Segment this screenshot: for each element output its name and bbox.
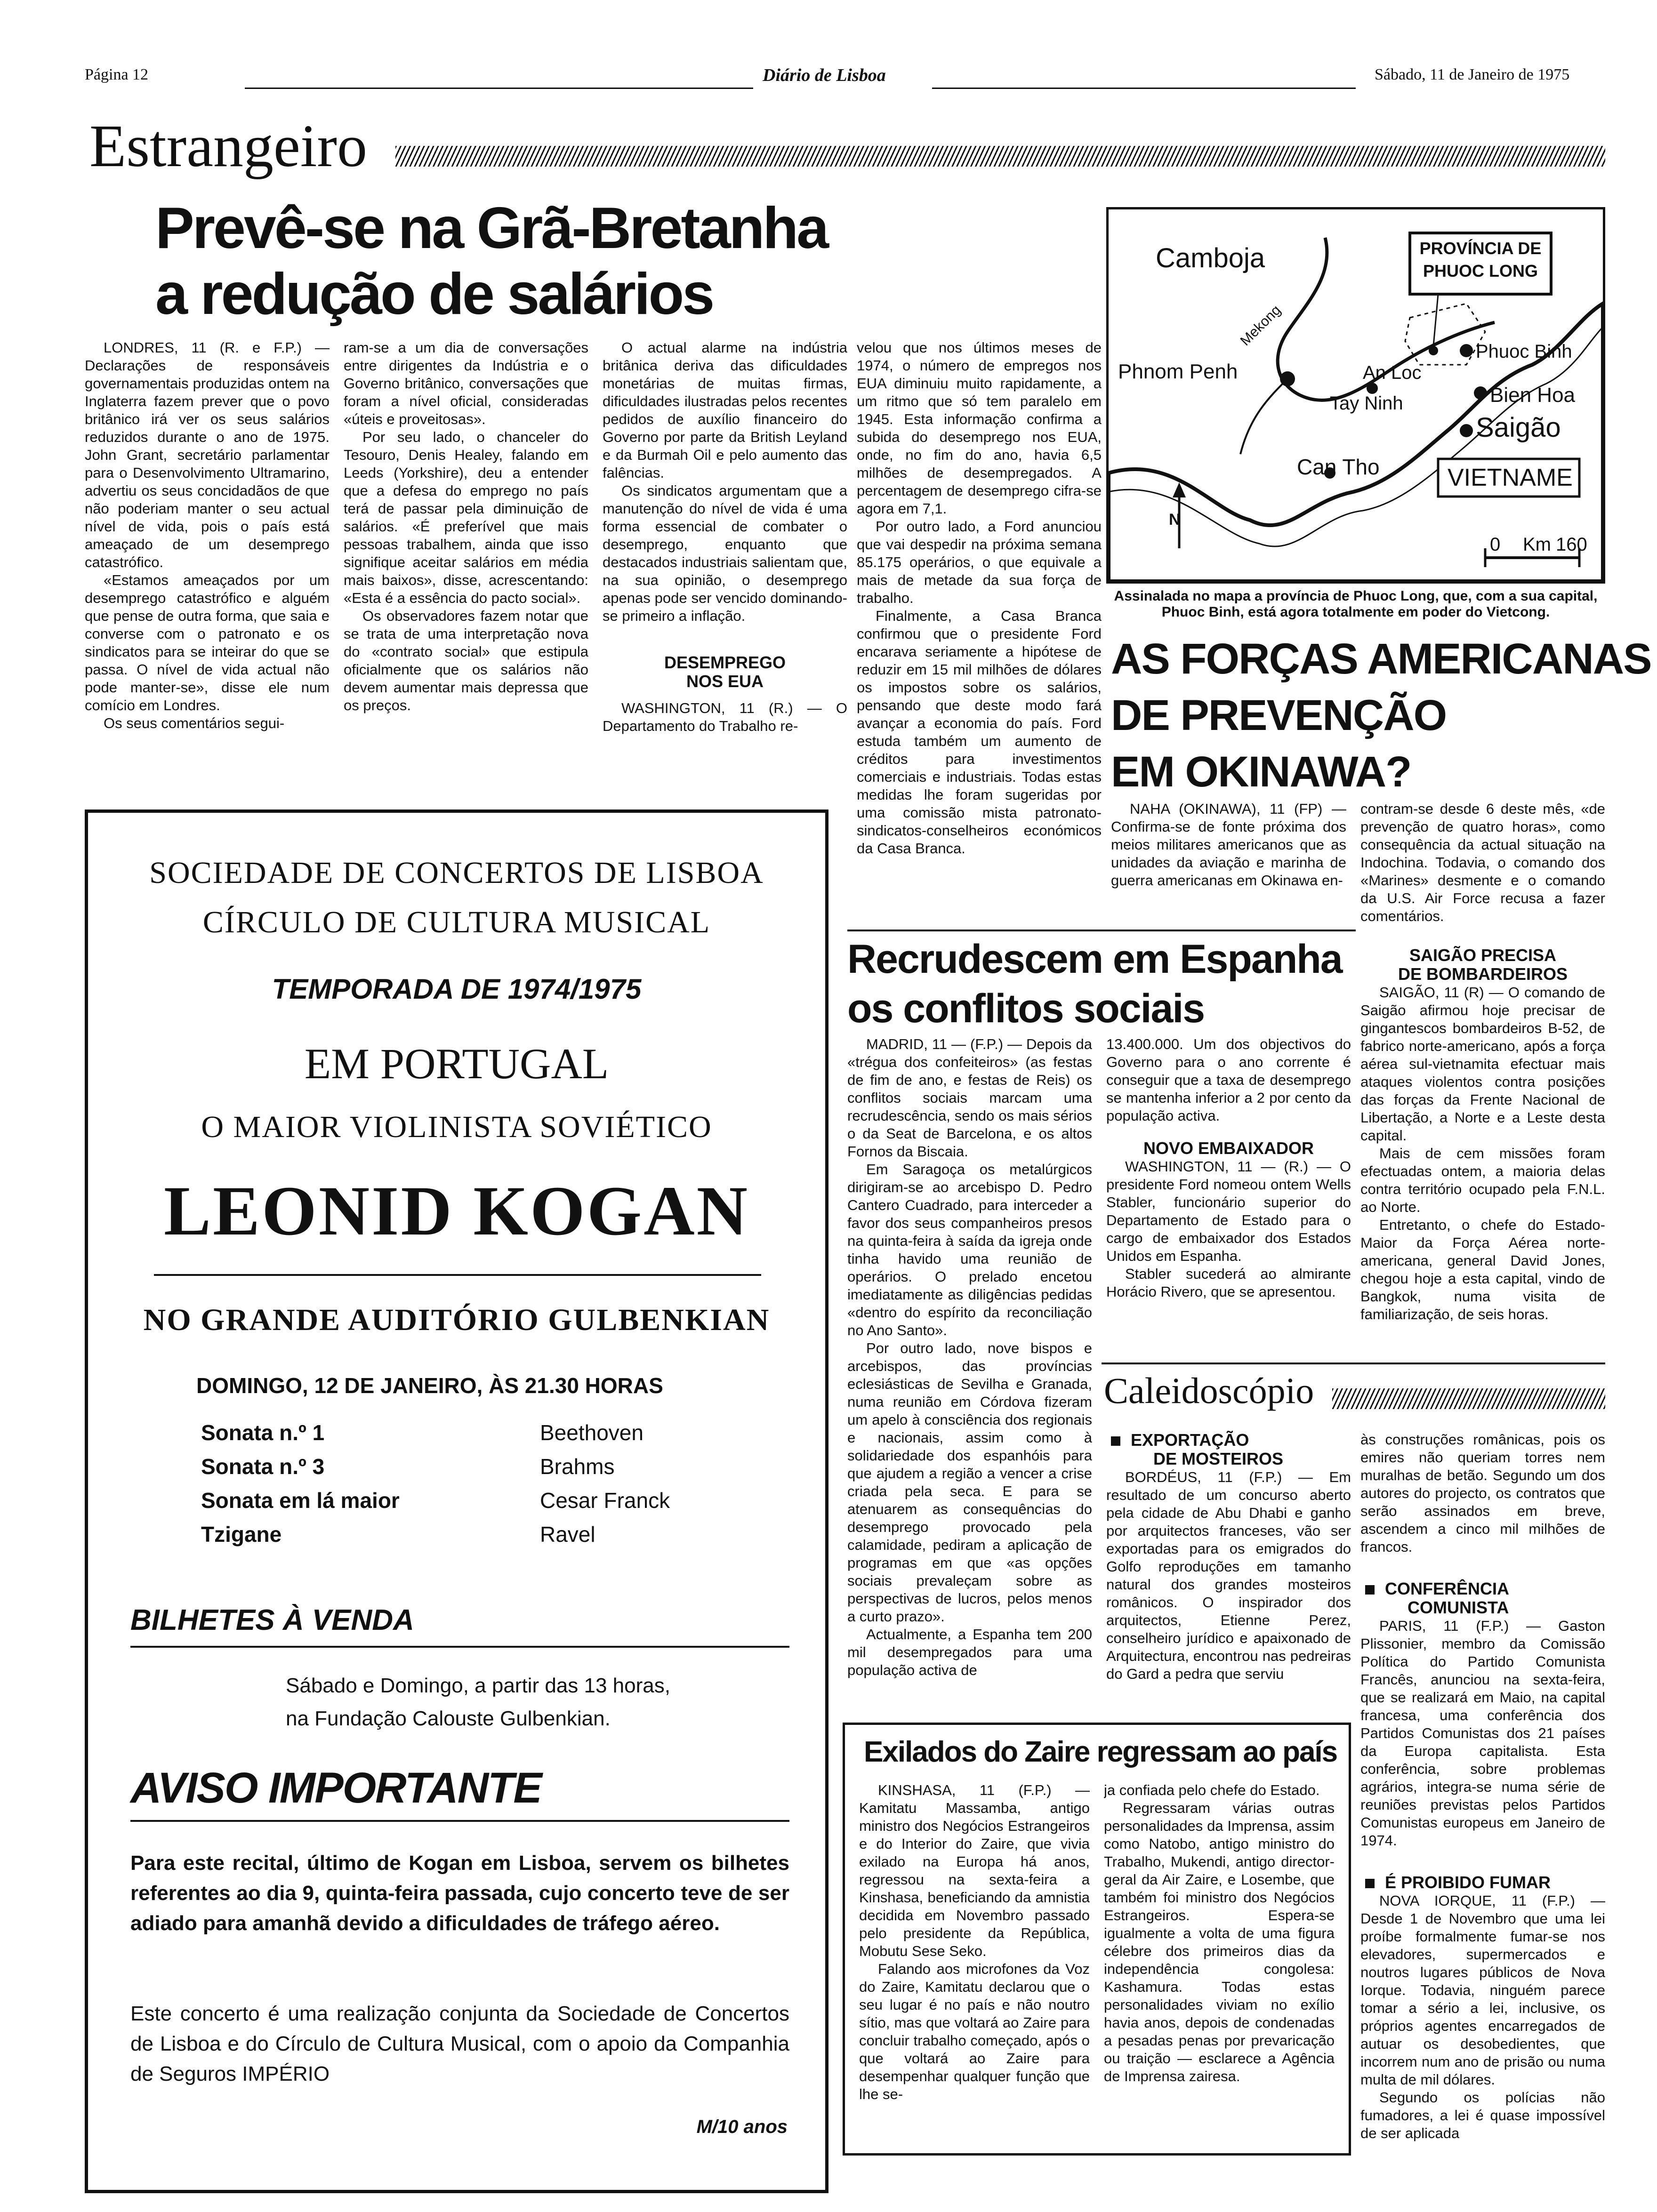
- paragraph: WASHINGTON, 11 (R.) — O Departamento do Trabalho re-: [603, 700, 847, 734]
- paragraph: Actualmente, a Espanha tem 200 mil desempregados para uma população activa de: [847, 1626, 1092, 1678]
- map-caption: Assinalada no mapa a província de Phuoc Long, que, com a sua capital, Phuoc Binh, está agora totalmente em poder do Vietcong.: [1114, 588, 1598, 620]
- ad-program-composer: Beethoven: [540, 1420, 643, 1445]
- ad-leonid-kogan: LEONID KOGAN: [164, 1172, 749, 1250]
- bullet-icon: [1365, 1585, 1375, 1595]
- paragraph: ram-se a um dia de conversações entre dirigentes da Indústria e o Governo britânico, conversações que foram a nível oficial, consideradas «úteis e proveitosas».: [344, 339, 588, 427]
- map-label-camboja: Camboja: [1156, 243, 1265, 273]
- ad-temporada: TEMPORADA DE 1974/1975: [272, 973, 642, 1005]
- ad-sociedade: SOCIEDADE DE CONCERTOS DE LISBOA: [149, 856, 764, 890]
- main-headline-line-1: Prevê-se na Grã-Bretanha: [155, 196, 828, 261]
- map-scale-0: 0: [1490, 534, 1501, 555]
- paragraph: SAIGÃO, 11 (R) — O comando de Saigão afirmou hoje precisar de gingantescos bombardeiros B-52, de fabrico norte-americano, após a força aérea sul-vietnamita efectuar mais ataques violentos contra posições das forças da Frente Nacional de Libertação, a Norte e a Leste desta capital.: [1360, 984, 1605, 1144]
- map-callout-phuoc-long: PHUOC LONG: [1423, 261, 1538, 281]
- ad-program-work: Sonata n.º 1: [201, 1420, 325, 1445]
- map-label-tay-ninh: Tay Ninh: [1330, 393, 1403, 414]
- map-label-bien-hoa: Bien Hoa: [1490, 384, 1576, 407]
- ad-program-list: [201, 1420, 719, 1555]
- paragraph: Por outro lado, nove bispos e arcebispos, das províncias eclesiásticas de Sevilha e Granada, numa reunião em Córdova fizeram um apelo à consciência dos regionais e nacionais, assim como à solidariedade dos espanhóis para que ajudem a região a vencer a crise criada pela seca. E para se atenuarem as consequências do desemprego provocado pela calamidade, pediram a aplicação de programas em que «as opções sociais prevaleçam sobre as perspectivas de lucros, pelos menos a curto prazo».: [847, 1340, 1092, 1625]
- zaire-box: [843, 1723, 1351, 2156]
- ad-auditorio: NO GRANDE AUDITÓRIO GULBENKIAN: [143, 1303, 770, 1337]
- ad-aviso-body: Para este recital, último de Kogan em Lisboa, servem os bilhetes referentes ao dia 9, quinta-feira passada, cujo concerto teve de ser adiado para amanhã devido a dificuldades de tráfego aéreo.: [130, 1851, 789, 1935]
- okinawa-headline-1: AS FORÇAS AMERICANAS: [1111, 635, 1651, 683]
- paragraph: O actual alarme na indústria britânica deriva das dificuldades monetárias de muitas firmas, dificuldades ilustradas pelos recentes pedidos de auxílio financeiro do Governo por parte da British Leyland e da Burmah Oil e pelo aumento das falências.: [603, 339, 847, 481]
- paragraph: 13.400.000. Um dos objectivos do Governo para o ano corrente é conseguir que a taxa de desemprego se mantenha inferior a 2 por cento da população activa.: [1106, 1036, 1351, 1124]
- ad-aviso: AVISO IMPORTANTE: [130, 1764, 541, 1812]
- paragraph: MADRID, 11 — (F.P.) — Depois da «trégua dos confeiteiros» (as festas de fim de ano, e festas de Reis) os conflitos sociais marcam uma recrudescência, sendo os mais sérios o da Seat de Barcelona, e os altos Fornos da Biscaia.: [847, 1036, 1092, 1160]
- ad-program-row: [201, 1420, 719, 1454]
- map-scale-km: Km: [1523, 534, 1551, 555]
- subheading-line: NOS EUA: [686, 672, 764, 691]
- paragraph: às construções românicas, pois os emires não queriam torres nem muralhas de betão. Segundo um dos autores do projecto, os contratos que serão assinados em breve, ascendem a cinco mil milhões de francos.: [1360, 1431, 1605, 1555]
- subheading-line: COMUNISTA: [1408, 1598, 1509, 1617]
- paragraph: Segundo os polícias não fumadores, a lei é quase impossível de ser aplicada: [1360, 2089, 1605, 2141]
- ad-program-row: [201, 1522, 719, 1555]
- concert-advertisement: [85, 809, 828, 2193]
- paragraph: Mais de cem missões foram efectuadas ontem, a maioria delas contra território ocupado pela F.N.L. ao Norte.: [1360, 1145, 1605, 1215]
- subheading-proibido-fumar: [1360, 1873, 1605, 1892]
- map-label-phnom-penh: Phnom Penh: [1118, 360, 1238, 383]
- map-frame: [1106, 207, 1605, 584]
- ad-program-composer: Brahms: [540, 1454, 615, 1479]
- map-label-saigao: Saigão: [1476, 412, 1561, 443]
- main-article-col-2: [344, 339, 588, 772]
- paragraph: Regressaram várias outras personalidades da Imprensa, assim como Natobo, antigo ministro do Trabalho, Mukendi, antigo director-geral da Air Zaire, e Losembe, que também foi ministro dos Negócios Estrangeiros. Espera-se igualmente a volta de uma figura célebre dos primeiros dias da independência congolesa: Kashamura. Todas estas personalidades viviam no exílio havia anos, depois de condenadas a pesadas penas por prevaricação ou traição — esclarece a Agência de Imprensa zairesa.: [1104, 1800, 1335, 2084]
- ad-em-portugal: EM PORTUGAL: [304, 1040, 609, 1088]
- ad-bilhetes-rule: [130, 1646, 789, 1648]
- espanha-col-2: [1106, 1035, 1351, 1355]
- paragraph: Por outro lado, a Ford anunciou que vai despedir na próxima semana 85.175 operários, o que equivale a mais de metade da sua força de trabalho.: [857, 518, 1102, 606]
- ad-domingo: DOMINGO, 12 DE JANEIRO, ÀS 21.30 HORAS: [196, 1373, 663, 1398]
- map-label-can-tho: Can Tho: [1297, 455, 1380, 479]
- subheading-line: DESEMPREGO: [664, 653, 786, 672]
- ad-circulo: CÍRCULO DE CULTURA MUSICAL: [202, 905, 711, 939]
- subheading-exportacao: [1106, 1431, 1351, 1468]
- map-scale-160: 160: [1556, 534, 1587, 555]
- paragraph: Entretanto, o chefe do Estado-Maior da Força Aérea norte-americana, general David Jones, chegou hoje a esta capital, vindo de Bangkok, numa visita de familiarização, de seis horas.: [1360, 1217, 1605, 1322]
- main-headline-line-2: a redução de salários: [155, 262, 713, 327]
- paragraph: Os observadores fazem notar que se trata de uma interpretação nova do «contrato social» que estipula oficialmente que os salários não devem aumentar mais depressa que os preços.: [344, 608, 588, 713]
- espanha-rule: [847, 930, 1356, 931]
- paragraph: Os sindicatos argumentam que a manutenção do nível de vida é uma forma essencial de combater o desemprego, enquanto que destacados industriais salientam que, na sua opinião, o desemprego apenas pode ser vencido dominando-se primeiro a inflação.: [603, 482, 847, 624]
- okinawa-col-2: [1360, 800, 1605, 951]
- paragraph: Em Saragoça os metalúrgicos dirigiram-se ao arcebispo D. Pedro Cantero Cuadrado, para interceder a favor dos seus companheiros presos na quinta-feira à saída da igreja onde tinha havido uma reunião de operários. O prelado encetou imediatamente as diligências pedidas «dentro do espírito da reconciliação no Ano Santo».: [847, 1161, 1092, 1338]
- paragraph: LONDRES, 11 (R. e F.P.) — Declarações de responsáveis governamentais produzidas ontem na Inglaterra fazem prever que o povo britânico irá ver os seus salários reduzidos durante o ano de 1975. John Grant, secretário parlamentar para o Desenvolvimento Ultramarino, advertiu os seus concidadãos de que não poderiam manter o seu actual nível de vida, pois o país está ameaçado de um desemprego catastrófico.: [85, 339, 330, 570]
- espanha-headline-2: os conflitos sociais: [847, 986, 1205, 1031]
- paragraph: NAHA (OKINAWA), 11 (FP) — Confirma-se de fonte próxima dos meios militares americanos que as unidades da aviação e marinha de guerra americanas em Okinawa en-: [1111, 801, 1346, 889]
- paragraph: «Estamos ameaçados por um desemprego catastrófico e alguém que pense de outra forma, que saia e converse com o patronato e os sindicatos para se inteirar do que se passa. O nível de vida actual não pode manter-se», disse ele num comício em Londres.: [85, 572, 330, 713]
- section-hatch: [395, 146, 1605, 167]
- ad-program-work: Sonata n.º 3: [201, 1454, 325, 1479]
- map-label-phuoc-binh: Phuoc Binh: [1476, 341, 1572, 362]
- caleidoscopio-col-2: [1360, 1431, 1605, 2184]
- paragraph: Falando aos microfones da Voz do Zaire, Kamitatu declarou que o seu lugar é no país e não noutro sítio, mas que voltará ao Zaire para concluir trabalho começado, após o que voltará ao Zaire para desempenhar qualquer função que lhe se-: [859, 1961, 1090, 2102]
- subheading-line: CONFERÊNCIA: [1385, 1579, 1510, 1598]
- masthead-rule: [245, 88, 753, 89]
- okinawa-headline-3: EM OKINAWA?: [1111, 748, 1411, 796]
- ad-program-work: Sonata em lá maior: [201, 1488, 400, 1513]
- map-callout-provincia: PROVÍNCIA DE: [1419, 239, 1542, 258]
- main-article-col-1: [85, 339, 330, 772]
- paragraph: Stabler sucederá ao almirante Horácio Rivero, que se apresentou.: [1106, 1266, 1351, 1300]
- ad-bilhetes: BILHETES À VENDA: [130, 1604, 414, 1636]
- map-label-an-loc: An Loc: [1363, 362, 1422, 383]
- paragraph: ja confiada pelo chefe do Estado.: [1104, 1782, 1320, 1798]
- page-number: Página 12: [85, 66, 149, 83]
- espanha-headline-1: Recrudescem em Espanha: [847, 937, 1342, 982]
- ad-divider: [154, 1274, 761, 1276]
- paragraph: NOVA IORQUE, 11 (F.P.) — Desde 1 de Novembro que uma lei proíbe formalmente fumar-se nos elevadores, supermercados e noutros lugares públicos de Nova Iorque. Todavia, ninguém parece tomar a sério a lei, inclusive, os próprios agentes encarregados de autuar os desobedientes, que incorrem num ano de prisão ou numa multa de mil dólares.: [1360, 1892, 1605, 2088]
- ad-program-row: [201, 1488, 719, 1522]
- saigao-article: [1360, 946, 1605, 1355]
- subheading-desemprego: [603, 653, 847, 691]
- zaire-col-2: [1104, 1781, 1335, 2148]
- espanha-col-1: [847, 1035, 1092, 1713]
- okinawa-col-1: [1111, 800, 1346, 913]
- subheading-conferencia: [1360, 1579, 1605, 1617]
- paragraph: KINSHASA, 11 (F.P.) — Kamitatu Massamba, antigo ministro dos Negócios Estrangeiros e do Interior do Zaire, que vivia exilado na Europa há anos, regressou na sexta-feira a Kinshasa, beneficiando da amnistia decidida em Novembro passado pelo presidente da República, Mobutu Sese Seko.: [859, 1782, 1090, 1959]
- masthead-rule-right: [932, 88, 1356, 89]
- section-title: Estrangeiro: [89, 112, 367, 179]
- subheading-line: DE BOMBARDEIROS: [1398, 964, 1568, 984]
- paragraph: velou que nos últimos meses de 1974, o número de empregos nos EUA diminuiu muito rapidamente, a um ritmo que só tem paralelo em 1945. Esta informação confirma a subida do desemprego nos EUA, onde, no fim do ano, havia 6,5 milhões de desempregados. A percentagem de desemprego cifra-se agora em 7,1.: [857, 339, 1102, 517]
- ad-bilhetes-line-1: Sábado e Domingo, a partir das 13 horas,: [286, 1674, 670, 1697]
- okinawa-headline-2: DE PREVENÇÃO: [1111, 691, 1447, 739]
- ad-maior-violinista: O MAIOR VIOLINISTA SOVIÉTICO: [201, 1110, 712, 1144]
- paragraph: contram-se desde 6 deste mês, «de prevenção de quatro horas», como consequência da actual situação na Indochina. Todavia, o comando dos «Marines» desmente e o comando da U.S. Air Force recusa a fazer comentários.: [1360, 801, 1605, 924]
- subheading-line: EXPORTAÇÃO: [1131, 1431, 1249, 1450]
- ad-aviso-rule: [130, 1820, 789, 1822]
- map-label-vietname: VIETNAME: [1448, 464, 1573, 491]
- newspaper-name: Diário de Lisboa: [763, 65, 886, 85]
- map-label-mekong: Mekong: [1237, 302, 1284, 349]
- bullet-icon: [1111, 1436, 1120, 1446]
- paragraph: BORDÉUS, 11 (F.P.) — Em resultado de um concurso aberto pela cidade de Abu Dhabi e ganho por arquitectos franceses, vão ser exportadas para os emigrados do Golfo reproduções em tamanho natural dos grandes mosteiros românicos. O inspirador dos arquitectos, Etienne Perez, conselheiro jurídico e apaixonado de Arquitectura, encontrou nas pedreiras do Gard a pedra que serviu: [1106, 1469, 1351, 1682]
- paragraph: PARIS, 11 (F.P.) — Gaston Plissonier, membro da Comissão Política do Partido Comunista Francês, anunciou na sexta-feira, que se realizará em Maio, na capital francesa, uma conferência dos Partidos Comunistas dos 21 países da Europa capitalista. Esta conferência, sobre problemas agrários, integra-se numa série de reuniões previstas pelos Partidos Comunistas europeus em Janeiro de 1974.: [1360, 1618, 1605, 1849]
- main-article-col-4: [857, 339, 1102, 904]
- paragraph: WASHINGTON, 11 — (R.) — O presidente Ford nomeou ontem Wells Stabler, funcionário superior do Departamento de Estado para o cargo de embaixador dos Estados Unidos em Espanha.: [1106, 1158, 1351, 1264]
- ad-rating: M/10 anos: [696, 2116, 788, 2137]
- zaire-headline: Exilados do Zaire regressam ao país: [864, 1736, 1337, 1768]
- caleidoscopio-rule: [1102, 1362, 1605, 1364]
- caleidoscopio-hatch: [1332, 1388, 1605, 1409]
- caleidoscopio-col-1: [1106, 1431, 1351, 1718]
- issue-date: Sábado, 11 de Janeiro de 1975: [1375, 66, 1570, 83]
- subheading-novo-embaixador: NOVO EMBAIXADOR: [1143, 1138, 1314, 1158]
- subheading-line: É PROIBIDO FUMAR: [1385, 1873, 1551, 1892]
- map-north-label: N: [1169, 511, 1181, 529]
- paragraph: Finalmente, a Casa Branca confirmou que o presidente Ford encarava seriamente a hipótese de reduzir em 15 mil milhões de dólares os impostos sobre os salários, pensando que deste modo fará avançar a economia do país. Ford estuda também um aumento de créditos para investimentos comerciais e industriais. Todas estas medidas lhe foram sugeridas por uma comissão mista patronato-sindicatos-conselheiros económicos da Casa Branca.: [857, 608, 1102, 857]
- subheading-line: DE MOSTEIROS: [1153, 1449, 1284, 1468]
- main-article-col-3: [603, 339, 847, 772]
- ad-program-composer: Ravel: [540, 1522, 595, 1547]
- subheading-line: SAIGÃO PRECISA: [1409, 946, 1557, 965]
- ad-bilhetes-line-2: na Fundação Calouste Gulbenkian.: [286, 1707, 611, 1730]
- paragraph: Por seu lado, o chanceler do Tesouro, Denis Healey, falando em Leeds (Yorkshire), deu a entender que a defesa do emprego no país terá de passar pela diminuição de salários. «É preferível que mais pessoas trabalhem, ainda que isso signifique aceitar salários em média mais baixos», disse, acrescentando: «Esta é a essência do pacto social».: [344, 429, 588, 606]
- ad-program-row: [201, 1454, 719, 1488]
- ad-footer-body: Este concerto é uma realização conjunta da Sociedade de Concertos de Lisboa e do Círculo de Cultura Musical, com o apoio da Companhia de Seguros IMPÉRIO: [130, 2002, 789, 2085]
- caleidoscopio-title: Caleidoscópio: [1104, 1370, 1314, 1411]
- ad-program-composer: Cesar Franck: [540, 1488, 670, 1513]
- saigao-subheading: [1360, 946, 1605, 984]
- paragraph: Os seus comentários segui-: [104, 715, 285, 731]
- ad-program-work: Tzigane: [201, 1522, 282, 1547]
- bullet-icon: [1365, 1879, 1375, 1888]
- zaire-col-1: [859, 1781, 1090, 2148]
